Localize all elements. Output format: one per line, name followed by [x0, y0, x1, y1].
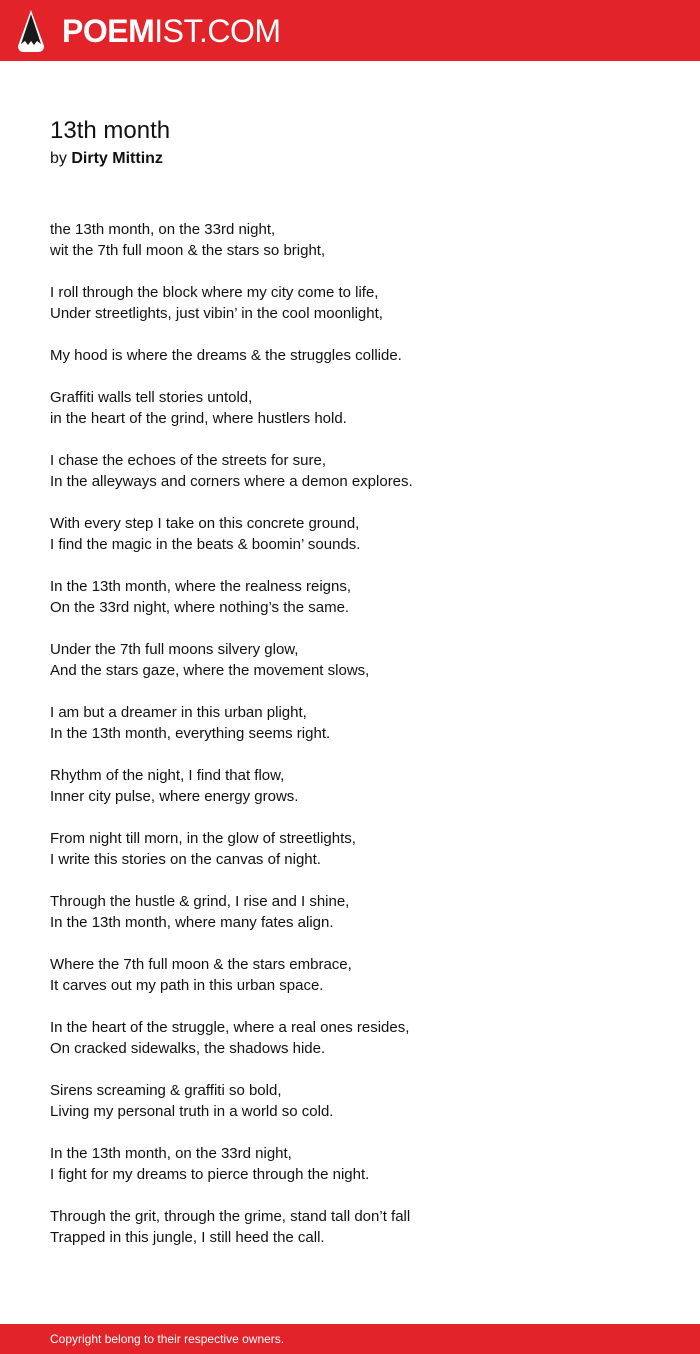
by-label: by	[50, 150, 67, 167]
poem-line: I find the magic in the beats & boomin’ sounds.	[50, 536, 361, 553]
poem-line: Trapped in this jungle, I still heed the call.	[50, 1229, 325, 1246]
poem-stanza	[50, 576, 650, 618]
poem-line: My hood is where the dreams & the struggles collide.	[50, 347, 402, 364]
poem-line: On the 33rd night, where nothing’s the same.	[50, 599, 350, 616]
pencil-logo-icon[interactable]	[18, 10, 44, 52]
poem-line: In the alleyways and corners where a demon explores.	[50, 473, 413, 490]
poem-line: I fight for my dreams to pierce through the night.	[50, 1166, 370, 1183]
poem-line: in the heart of the grind, where hustlers hold.	[50, 410, 347, 427]
poem-stanza	[50, 891, 650, 933]
poem-stanza	[50, 450, 650, 492]
poem-line: In the 13th month, on the 33rd night,	[50, 1145, 292, 1162]
poem-line: On cracked sidewalks, the shadows hide.	[50, 1040, 326, 1057]
poem-title: 13th month	[50, 117, 171, 144]
poem-line: In the heart of the struggle, where a real ones resides,	[50, 1019, 410, 1036]
poem-stanza	[50, 513, 650, 555]
poem-stanza	[50, 1206, 650, 1248]
poem-stanza	[50, 702, 650, 744]
poem-line: Through the grit, through the grime, stand tall don’t fall	[50, 1208, 411, 1225]
poem-line: I write this stories on the canvas of night.	[50, 851, 321, 868]
site-header	[0, 0, 700, 61]
poem-line: Living my personal truth in a world so cold.	[50, 1103, 334, 1120]
copyright-notice: Copyright belong to their respective owners.	[50, 1332, 285, 1346]
poem-line: Under the 7th full moons silvery glow,	[50, 641, 299, 658]
poem-stanza	[50, 1017, 650, 1059]
poem-line: I roll through the block where my city come to life,	[50, 284, 379, 301]
site-footer	[0, 1324, 700, 1354]
poem-line: Inner city pulse, where energy grows.	[50, 788, 299, 805]
logo-light-text: IST.COM	[154, 13, 281, 49]
poem-stanza	[50, 1143, 650, 1185]
poem-stanza	[50, 828, 650, 870]
poem-stanza	[50, 387, 650, 429]
poem-line: From night till morn, in the glow of streetlights,	[50, 830, 356, 847]
poem-stanza	[50, 282, 650, 324]
poem-stanza	[50, 219, 650, 261]
site-logo[interactable]	[62, 13, 281, 49]
poem-byline	[50, 149, 163, 169]
poem-author: Dirty Mittinz	[71, 150, 163, 167]
poem-line: Under streetlights, just vibin’ in the cool moonlight,	[50, 305, 383, 322]
poem-line: And the stars gaze, where the movement slows,	[50, 662, 370, 679]
poem-body	[50, 219, 650, 1269]
poem-line: the 13th month, on the 33rd night,	[50, 221, 276, 238]
poem-stanza	[50, 1080, 650, 1122]
poem-line: With every step I take on this concrete ground,	[50, 515, 360, 532]
poem-line: It carves out my path in this urban space.	[50, 977, 324, 994]
poem-line: Where the 7th full moon & the stars embrace,	[50, 956, 352, 973]
poem-line: Graffiti walls tell stories untold,	[50, 389, 253, 406]
poem-line: Sirens screaming & graffiti so bold,	[50, 1082, 282, 1099]
poem-line: I am but a dreamer in this urban plight,	[50, 704, 307, 721]
poem-line: In the 13th month, where the realness reigns,	[50, 578, 352, 595]
poem-stanza	[50, 639, 650, 681]
poem-stanza	[50, 954, 650, 996]
poem-stanza	[50, 765, 650, 807]
poem-line: Rhythm of the night, I find that flow,	[50, 767, 285, 784]
poem-line: I chase the echoes of the streets for sure,	[50, 452, 326, 469]
logo-bold-text: POEM	[62, 13, 155, 49]
poem-stanza	[50, 345, 650, 366]
poem-line: In the 13th month, everything seems right.	[50, 725, 331, 742]
poem-line: Through the hustle & grind, I rise and I shine,	[50, 893, 350, 910]
poem-line: In the 13th month, where many fates align.	[50, 914, 334, 931]
poem-line: wit the 7th full moon & the stars so bright,	[50, 242, 326, 259]
